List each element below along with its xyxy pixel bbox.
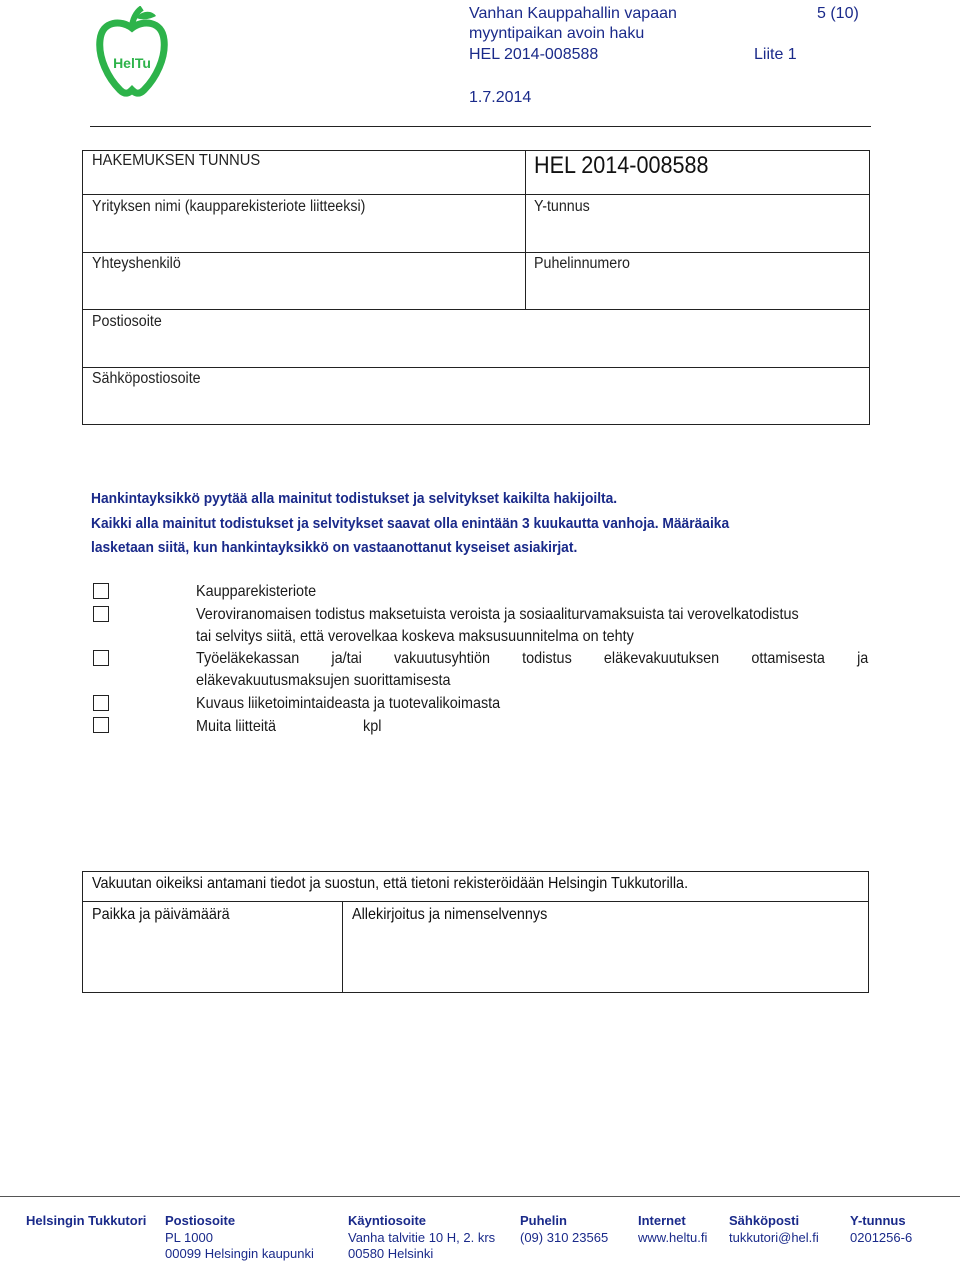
footer-postal-line2: 00099 Helsingin kaupunki — [165, 1246, 314, 1261]
checklist-item-other-attachments: Muita liitteitä — [196, 718, 277, 735]
application-id-title: HAKEMUKSEN TUNNUS — [92, 152, 261, 169]
footer-visit-line2: 00580 Helsinki — [348, 1246, 434, 1261]
attachments-count-unit: kpl — [363, 718, 382, 735]
checkbox-pension-certificate[interactable] — [93, 650, 109, 666]
phone-field[interactable]: Puhelinnumero — [534, 255, 630, 272]
word: ottamisesta — [751, 650, 825, 667]
checklist-item-tax-certificate: Veroviranomaisen todistus maksetuista veroista ja sosiaaliturvamaksuista tai verovelkatodistus — [196, 606, 799, 623]
apple-logo-icon — [92, 6, 172, 98]
footer-divider — [0, 1196, 960, 1197]
doc-date: 1.7.2014 — [469, 89, 532, 106]
checklist-item-pension-certificate-cont: eläkevakuutusmaksujen suorittamisesta — [196, 672, 451, 689]
declaration-text: Vakuutan oikeiksi antamani tiedot ja suostun, että tietoni rekisteröidään Helsingin Tukkutorilla. — [92, 875, 689, 892]
footer-website-link[interactable]: www.heltu.fi — [638, 1230, 708, 1245]
footer-postal-label: Postiosoite — [165, 1213, 236, 1228]
company-name-field[interactable]: Yrityksen nimi (kaupparekisteriote liitteeksi) — [92, 198, 366, 215]
word: Työeläkekassan — [196, 650, 300, 667]
logo-text: HelTu — [113, 55, 151, 71]
instructions-line2: Kaikki alla mainitut todistukset ja selvitykset saavat olla enintään 3 kuukautta vanhoja. Määräaika — [91, 515, 730, 532]
instructions-line3: lasketaan siitä, kun hankintayksikkö on vastaanottanut kyseiset asiakirjat. — [91, 539, 578, 556]
checkbox-other-attachments[interactable] — [93, 717, 109, 733]
footer-internet-label: Internet — [638, 1213, 686, 1228]
table-divider — [82, 194, 870, 195]
footer-org: Helsingin Tukkutori — [26, 1213, 147, 1228]
doc-title-line1: Vanhan Kauppahallin vapaan — [469, 5, 677, 22]
doc-title-line2: myyntipaikan avoin haku — [469, 25, 645, 42]
contact-person-field[interactable]: Yhteyshenkilö — [92, 255, 181, 272]
place-date-field[interactable]: Paikka ja päivämäärä — [92, 906, 230, 923]
checkbox-trade-register[interactable] — [93, 583, 109, 599]
table-column-divider — [525, 150, 526, 309]
word: todistus — [522, 650, 572, 667]
checklist-item-tax-certificate-cont: tai selvitys siitä, että verovelkaa koskeva maksusuunnitelma on tehty — [196, 628, 634, 645]
application-id-value: HEL 2014-008588 — [534, 152, 709, 179]
heltu-logo — [92, 6, 172, 98]
doc-reference: HEL 2014-008588 — [469, 46, 599, 63]
checkbox-business-description[interactable] — [93, 695, 109, 711]
table-divider — [82, 252, 870, 253]
footer-business-id: 0201256-6 — [850, 1230, 913, 1245]
word: vakuutusyhtiön — [393, 650, 491, 667]
declaration-divider — [82, 901, 869, 902]
checklist-item-trade-register: Kaupparekisteriote — [196, 583, 317, 600]
footer-visit-label: Käyntiosoite — [348, 1213, 427, 1228]
checkbox-tax-certificate[interactable] — [93, 606, 109, 622]
table-divider — [82, 309, 870, 310]
footer-business-id-label: Y-tunnus — [850, 1213, 906, 1228]
signature-field[interactable]: Allekirjoitus ja nimenselvennys — [352, 906, 548, 923]
checklist-item-pension-certificate — [196, 648, 868, 670]
footer-phone: (09) 310 23565 — [520, 1230, 609, 1245]
footer-visit-line1: Vanha talvitie 10 H, 2. krs — [348, 1230, 496, 1245]
attachment-label: Liite 1 — [754, 46, 797, 63]
postal-address-field[interactable]: Postiosoite — [92, 313, 162, 330]
word: eläkevakuutuksen — [603, 650, 720, 667]
email-field[interactable]: Sähköpostiosoite — [92, 370, 201, 387]
business-id-field[interactable]: Y-tunnus — [534, 198, 590, 215]
checklist-item-business-description: Kuvaus liiketoimintaideasta ja tuotevalikoimasta — [196, 695, 501, 712]
footer-phone-label: Puhelin — [520, 1213, 567, 1228]
footer-email-link[interactable]: tukkutori@hel.fi — [729, 1230, 819, 1245]
declaration-column-divider — [342, 901, 343, 993]
table-divider — [82, 367, 870, 368]
header-divider — [90, 126, 871, 127]
word: ja — [857, 650, 869, 667]
instructions-line1: Hankintayksikkö pyytää alla mainitut todistukset ja selvitykset kaikilta hakijoilta. — [91, 490, 618, 507]
footer-postal-line1: PL 1000 — [165, 1230, 213, 1245]
page-number: 5 (10) — [817, 5, 859, 22]
word: ja/tai — [331, 650, 362, 667]
footer-email-label: Sähköposti — [729, 1213, 800, 1228]
